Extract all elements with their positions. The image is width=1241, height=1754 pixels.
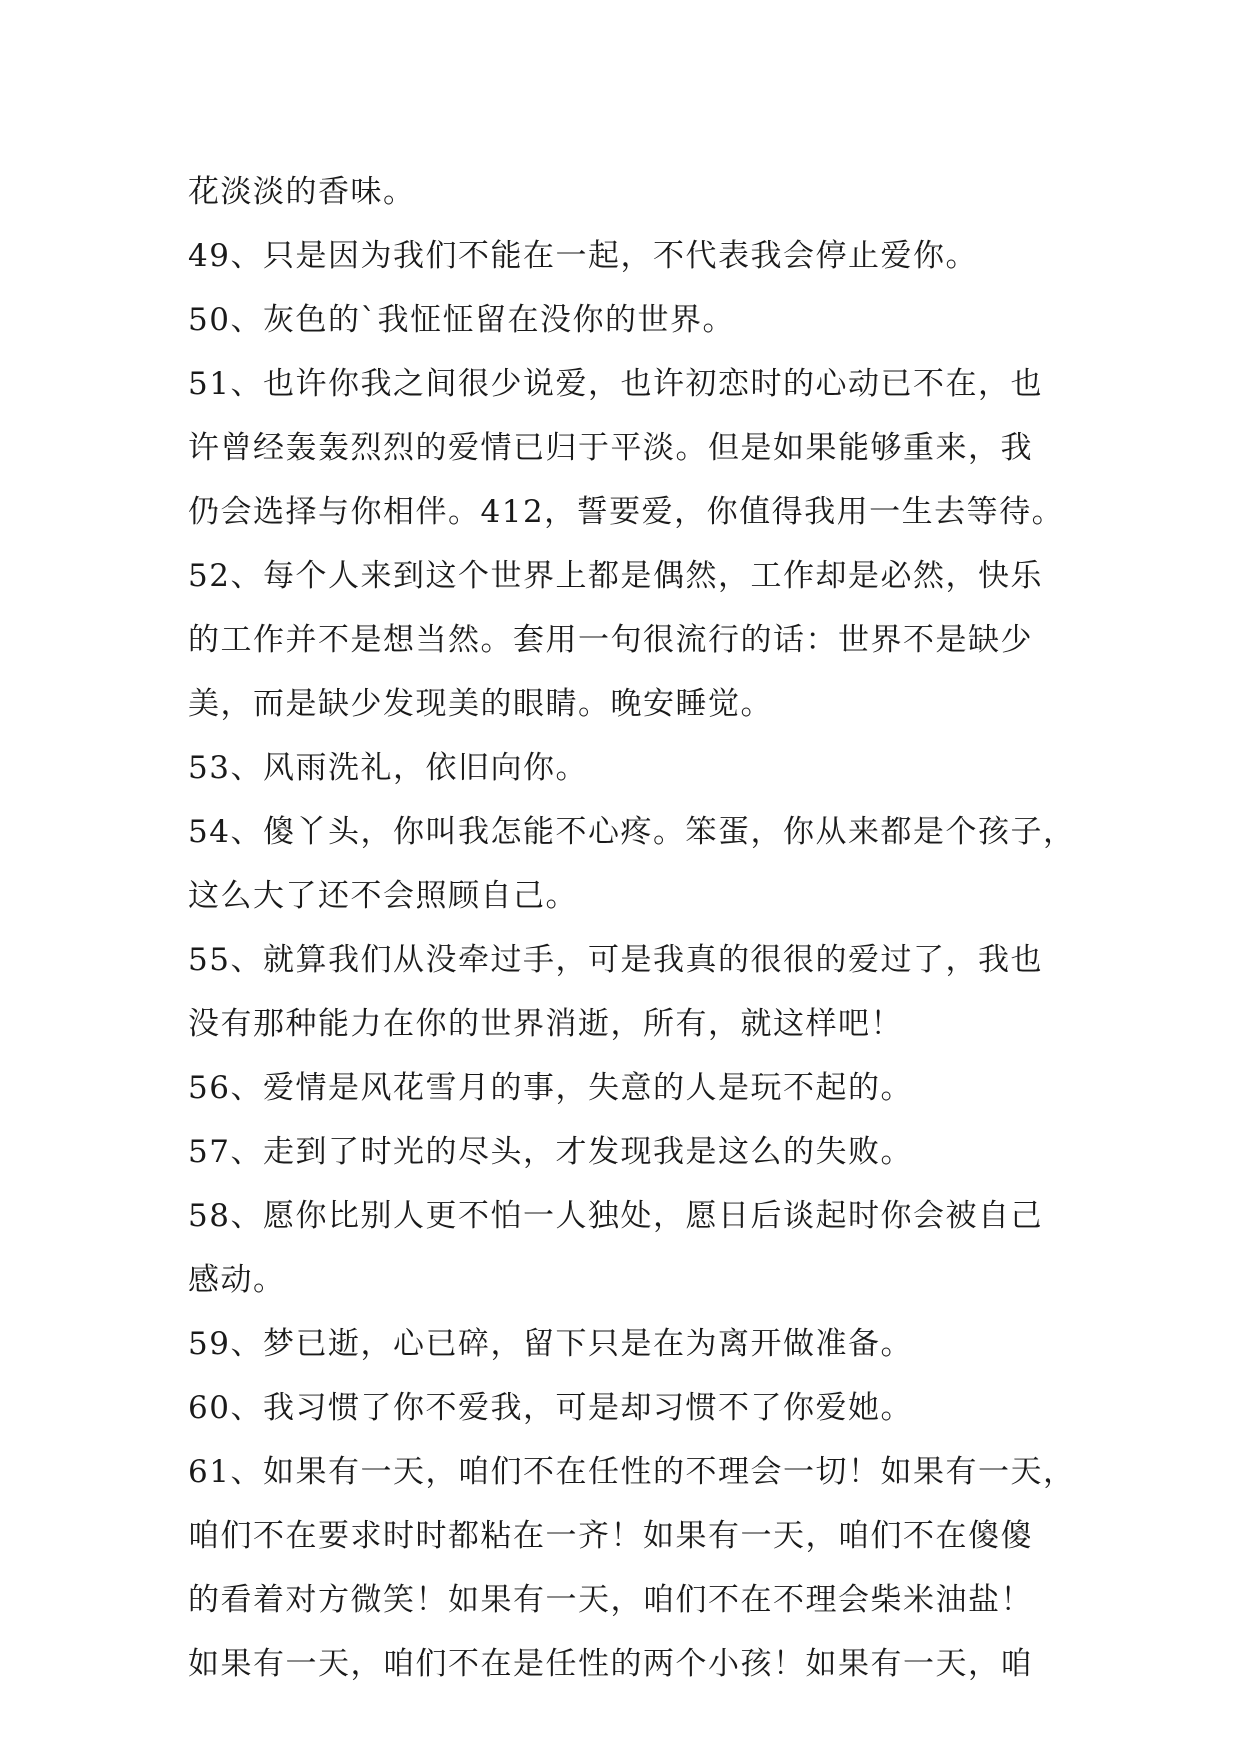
- text-line: 54、傻丫头，你叫我怎能不心疼。笨蛋，你从来都是个孩子，: [188, 814, 1076, 850]
- text-line: 的工作并不是想当然。套用一句很流行的话：世界不是缺少: [188, 622, 1033, 658]
- text-line: 53、风雨洗礼，依旧向你。: [188, 750, 588, 786]
- text-line: 49、只是因为我们不能在一起，不代表我会停止爱你。: [188, 238, 978, 274]
- text-line: 美，而是缺少发现美的眼睛。晚安睡觉。: [188, 686, 773, 722]
- text-line: 如果有一天，咱们不在是任性的两个小孩！如果有一天，咱: [188, 1646, 1033, 1682]
- text-line: 55、就算我们从没牵过手，可是我真的很很的爱过了，我也: [188, 942, 1043, 978]
- document-body: [188, 160, 1088, 1696]
- text-line: 56、爱情是风花雪月的事，失意的人是玩不起的。: [188, 1070, 913, 1106]
- text-line: 51、也许你我之间很少说爱，也许初恋时的心动已不在，也: [188, 366, 1043, 402]
- text-line: 没有那种能力在你的世界消逝，所有，就这样吧！: [188, 1006, 903, 1042]
- text-line: 许曾经轰轰烈烈的爱情已归于平淡。但是如果能够重来，我: [188, 430, 1033, 466]
- text-line: 感动。: [188, 1262, 286, 1298]
- text-line: 59、梦已逝，心已碎，留下只是在为离开做准备。: [188, 1326, 913, 1362]
- text-line: 61、如果有一天，咱们不在任性的不理会一切！如果有一天，: [188, 1454, 1076, 1490]
- text-line: 这么大了还不会照顾自己。: [188, 878, 578, 914]
- text-line: 60、我习惯了你不爱我，可是却习惯不了你爱她。: [188, 1390, 913, 1426]
- text-line: 的看着对方微笑！如果有一天，咱们不在不理会柴米油盐！: [188, 1582, 1033, 1618]
- text-line: 50、灰色的`我怔怔留在没你的世界。: [188, 302, 735, 338]
- text-line: 58、愿你比别人更不怕一人独处，愿日后谈起时你会被自己: [188, 1198, 1043, 1234]
- text-line: 57、走到了时光的尽头，才发现我是这么的失败。: [188, 1134, 913, 1170]
- text-line: 花淡淡的香味。: [188, 174, 416, 210]
- text-line: 仍会选择与你相伴。412，誓要爱，你值得我用一生去等待。: [188, 494, 1065, 530]
- text-line: 52、每个人来到这个世界上都是偶然，工作却是必然，快乐: [188, 558, 1043, 594]
- text-line: 咱们不在要求时时都粘在一齐！如果有一天，咱们不在傻傻: [188, 1518, 1033, 1554]
